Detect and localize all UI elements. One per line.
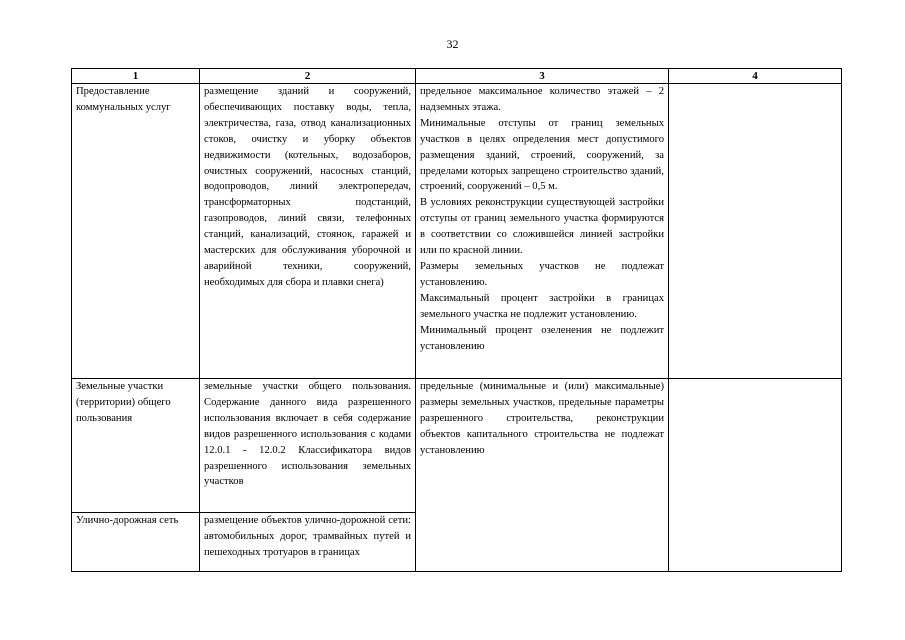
column-header-3: 3 bbox=[416, 69, 669, 84]
column-header-2: 2 bbox=[200, 69, 416, 84]
column-header-4: 4 bbox=[669, 69, 842, 84]
parameter-text: предельное максимальное количество этажей – 2 надземных этажа. bbox=[420, 86, 664, 113]
use-type-name: Земельные участки (территории) общего пользования bbox=[72, 379, 200, 513]
column-header-1: 1 bbox=[72, 69, 200, 84]
parameter-text: Максимальный процент застройки в границах земельного участка не подлежит установлению. bbox=[420, 292, 664, 320]
use-type-name: Улично-дорожная сеть bbox=[72, 513, 200, 572]
use-type-extra bbox=[669, 379, 842, 572]
parameter-text: предельные (минимальные и (или) максимальные) размеры земельных участков, предельные параметры разрешенного строительства, реконструкции объектов капитального строительства не подлежат установлению bbox=[420, 381, 664, 456]
use-type-name: Предоставление коммунальных услуг bbox=[72, 84, 200, 379]
zoning-table bbox=[71, 68, 842, 572]
parameter-text: В условиях реконструкции существующей застройки отступы от границ земельного участка формируются в соответствии со сложившейся линией застройки или по красной линии. bbox=[420, 197, 664, 257]
page-number: 32 bbox=[446, 37, 459, 51]
use-type-description: размещение объектов улично-дорожной сети: автомобильных дорог, трамвайных путей и пешеходных тротуаров в границах bbox=[200, 513, 416, 572]
table-row bbox=[72, 379, 842, 513]
use-type-parameters bbox=[416, 84, 669, 379]
table-header-row bbox=[72, 69, 842, 84]
use-type-description: земельные участки общего пользования. Содержание данного вида разрешенного использования включает в себя содержание видов разрешенного использования с кодами 12.0.1 - 12.0.2 Классификатора видов разрешенного использования земельных участков bbox=[200, 379, 416, 513]
parameter-text: Минимальные отступы от границ земельных участков в целях определения мест допустимого размещения зданий, строений, сооружений, за пределами которых запрещено строительство зданий, строений, сооружений – 0,5 м. bbox=[420, 117, 664, 193]
parameter-text: Размеры земельных участков не подлежат установлению. bbox=[420, 260, 664, 288]
use-type-extra bbox=[669, 84, 842, 379]
use-type-parameters bbox=[416, 379, 669, 572]
table-row bbox=[72, 84, 842, 379]
use-type-description: размещение зданий и сооружений, обеспечивающих поставку воды, тепла, электричества, газа, отвод канализационных стоков, очистку и уборку объектов недвижимости (котельных, водозаборов, очистных сооружений, насосных станций, водопроводов, линий электропередач, трансформаторных подстанций, газопроводов, линий связи, телефонных станций, канализаций, стоянок, гаражей и мастерских для обслуживания уборочной и аварийной техники, сооружений, необходимых для сбора и плавки снега) bbox=[200, 84, 416, 379]
parameter-text: Минимальный процент озеленения не подлежит установлению bbox=[420, 324, 664, 352]
